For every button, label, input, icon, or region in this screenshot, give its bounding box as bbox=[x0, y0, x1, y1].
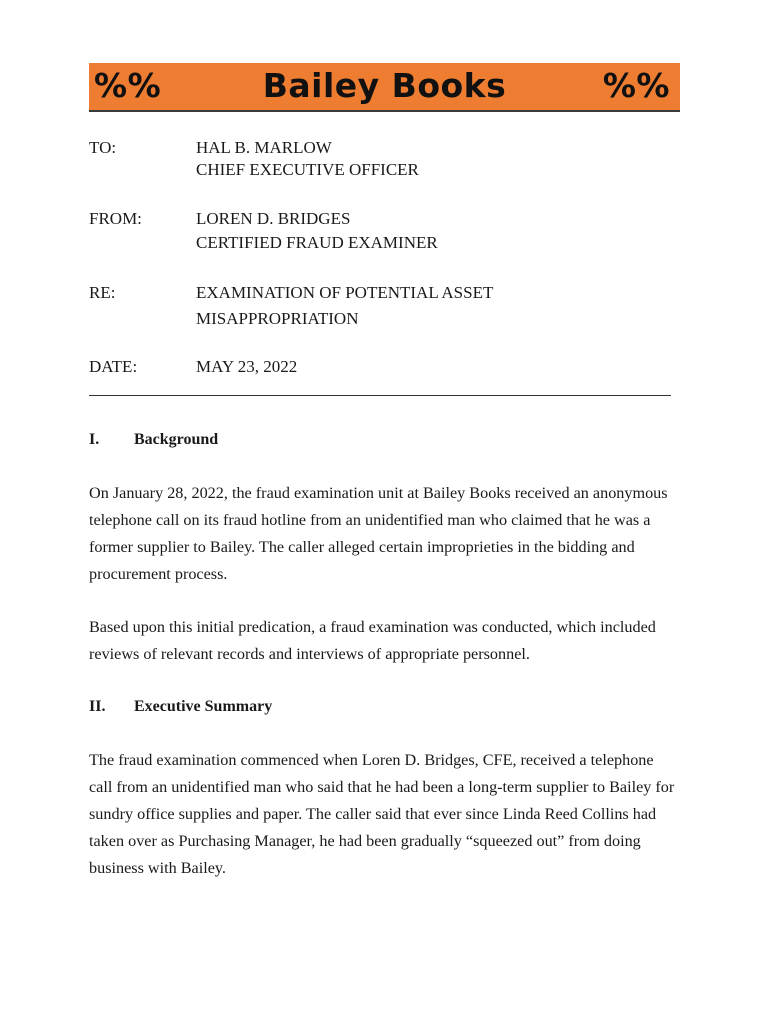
section-number: I. bbox=[89, 431, 100, 448]
re-line-2: MISAPPROPRIATION bbox=[196, 309, 359, 328]
to-name: HAL B. MARLOW bbox=[196, 138, 332, 157]
company-banner bbox=[89, 63, 680, 112]
from-title: CERTIFIED FRAUD EXAMINER bbox=[196, 233, 438, 252]
section-number: II. bbox=[89, 698, 106, 715]
paragraph: On January 28, 2022, the fraud examination unit at Bailey Books received an anonymous telephone call on its fraud hotline from an unidentified man who claimed that he was a former supplier to Bailey. The caller alleged certain improprieties in the bidding and procurement process. bbox=[89, 484, 668, 583]
re-label: RE: bbox=[89, 283, 116, 302]
section-heading-executive-summary: Executive Summary bbox=[134, 698, 273, 715]
date-label: DATE: bbox=[89, 357, 138, 376]
to-label: TO: bbox=[89, 138, 117, 157]
banner-left-mark: %% bbox=[94, 66, 162, 105]
section-heading-background: Background bbox=[134, 431, 219, 448]
company-name: Bailey Books bbox=[262, 66, 507, 105]
from-name: LOREN D. BRIDGES bbox=[196, 209, 351, 228]
header-divider bbox=[89, 395, 671, 396]
paragraph: The fraud examination commenced when Loren D. Bridges, CFE, received a telephone call from an unidentified man who said that he had been a long-term supplier to Bailey for sundry office supplies and paper. The caller said that ever since Linda Reed Collins had taken over as Purchasing Manager, he had been gradually “squeezed out” from doing business with Bailey. bbox=[89, 751, 675, 877]
to-title: CHIEF EXECUTIVE OFFICER bbox=[196, 160, 419, 179]
paragraph: Based upon this initial predication, a fraud examination was conducted, which included reviews of relevant records and interviews of appropriate personnel. bbox=[89, 618, 656, 663]
re-line-1: EXAMINATION OF POTENTIAL ASSET bbox=[196, 283, 494, 302]
from-label: FROM: bbox=[89, 209, 142, 228]
date-value: MAY 23, 2022 bbox=[196, 357, 298, 376]
banner-right-mark: %% bbox=[602, 66, 670, 105]
